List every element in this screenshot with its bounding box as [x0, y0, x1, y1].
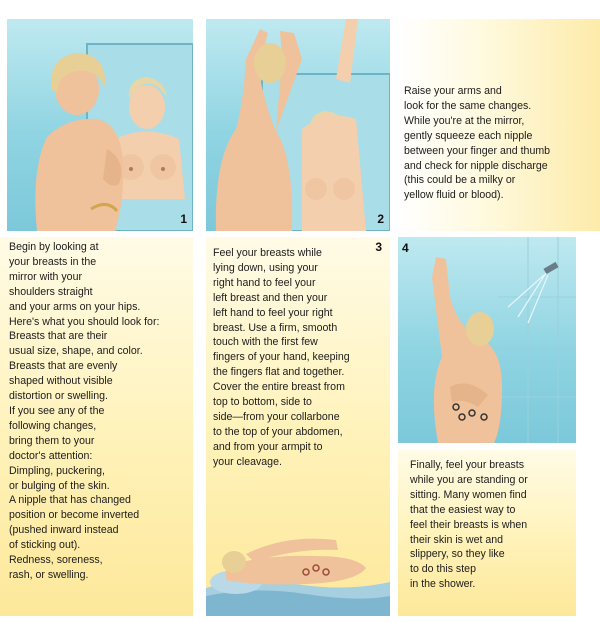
text-line: your cleavage.: [213, 455, 282, 468]
text-line: look for the same changes.: [404, 99, 532, 112]
lying-instructions: [213, 246, 350, 470]
text-line: Here's what you should look for:: [9, 315, 160, 328]
text-line: left hand to feel your right: [213, 306, 333, 319]
text-line: your breasts in the: [9, 255, 97, 268]
text-line: gently squeeze each nipple: [404, 129, 533, 142]
text-line: sitting. Many women find: [410, 488, 527, 501]
text-line: mirror with your: [9, 270, 82, 283]
text-line: in the shower.: [410, 578, 476, 591]
text-line: shaped without visible: [9, 375, 113, 388]
shower-illustration: [398, 237, 576, 443]
arms-raised-illustration: [206, 19, 390, 231]
text-line: Breasts that are their: [9, 330, 108, 343]
text-line: of sticking out).: [9, 539, 81, 552]
text-line: usual size, shape, and color.: [9, 345, 143, 358]
text-line: slippery, so they like: [410, 548, 505, 561]
text-line: Raise your arms and: [404, 85, 502, 97]
text-line: position or become inverted: [9, 509, 140, 522]
text-line: lying down, using your: [213, 261, 318, 274]
text-line: Dimpling, puckering,: [9, 464, 105, 477]
raise-arms-text-panel: [398, 19, 600, 231]
text-line: A nipple that has changed: [9, 494, 131, 507]
panel-1-illustration: [7, 19, 193, 231]
text-line: bring them to your: [9, 434, 95, 447]
text-line: While you're at the mirror,: [404, 114, 525, 127]
step-number-1: 1: [180, 212, 187, 226]
text-line: or bulging of the skin.: [9, 479, 110, 492]
text-line: the fingers flat and together.: [213, 366, 345, 379]
panel-3-lying-down: [206, 237, 390, 616]
text-line: top to bottom, side to: [213, 396, 312, 409]
text-line: yellow fluid or blood).: [404, 189, 504, 202]
text-line: Cover the entire breast from: [213, 381, 345, 394]
text-line: Begin by looking at: [9, 241, 99, 253]
text-line: (pushed inward instead: [9, 524, 119, 537]
begin-instructions: [9, 240, 159, 583]
finally-instructions: [410, 458, 528, 592]
text-line: If you see any of the: [9, 404, 105, 417]
text-line: Feel your breasts while: [213, 247, 322, 259]
text-line: distortion or swelling.: [9, 390, 108, 403]
text-line: right hand to feel your: [213, 276, 316, 289]
begin-text-panel: [0, 237, 193, 616]
text-line: Finally, feel your breasts: [410, 459, 525, 471]
text-line: touch with the first few: [213, 336, 318, 349]
text-line: doctor's attention:: [9, 449, 93, 462]
text-line: (this could be a milky or: [404, 174, 516, 187]
text-line: and check for nipple discharge: [404, 159, 548, 172]
lying-down-illustration: [206, 526, 390, 616]
text-line: Breasts that are evenly: [9, 360, 118, 373]
text-line: while you are standing or: [410, 473, 528, 486]
text-line: fingers of your hand, keeping: [213, 351, 350, 364]
finally-text-panel: [398, 450, 576, 616]
mirror-hips-illustration: [7, 19, 193, 231]
text-line: rash, or swelling.: [9, 568, 89, 581]
panel-4-illustration: [398, 237, 576, 443]
text-line: their skin is wet and: [410, 533, 504, 546]
text-line: breast. Use a firm, smooth: [213, 321, 338, 334]
text-line: feel their breasts is when: [410, 518, 528, 531]
step-number-4: 4: [402, 241, 409, 255]
step-number-3: 3: [375, 240, 382, 254]
text-line: to the top of your abdomen,: [213, 425, 343, 438]
text-line: that the easiest way to: [410, 503, 516, 516]
raise-arms-instructions: [404, 84, 550, 203]
text-line: to do this step: [410, 563, 476, 576]
text-line: shoulders straight: [9, 285, 93, 298]
text-line: and your arms on your hips.: [9, 300, 141, 313]
text-line: and from your armpit to: [213, 440, 323, 453]
text-line: Redness, soreness,: [9, 554, 103, 567]
step-number-2: 2: [377, 212, 384, 226]
text-line: between your finger and thumb: [404, 144, 551, 157]
text-line: left breast and then your: [213, 291, 328, 304]
panel-2-illustration: [206, 19, 390, 231]
text-line: side—from your collarbone: [213, 410, 340, 423]
text-line: following changes,: [9, 419, 97, 432]
